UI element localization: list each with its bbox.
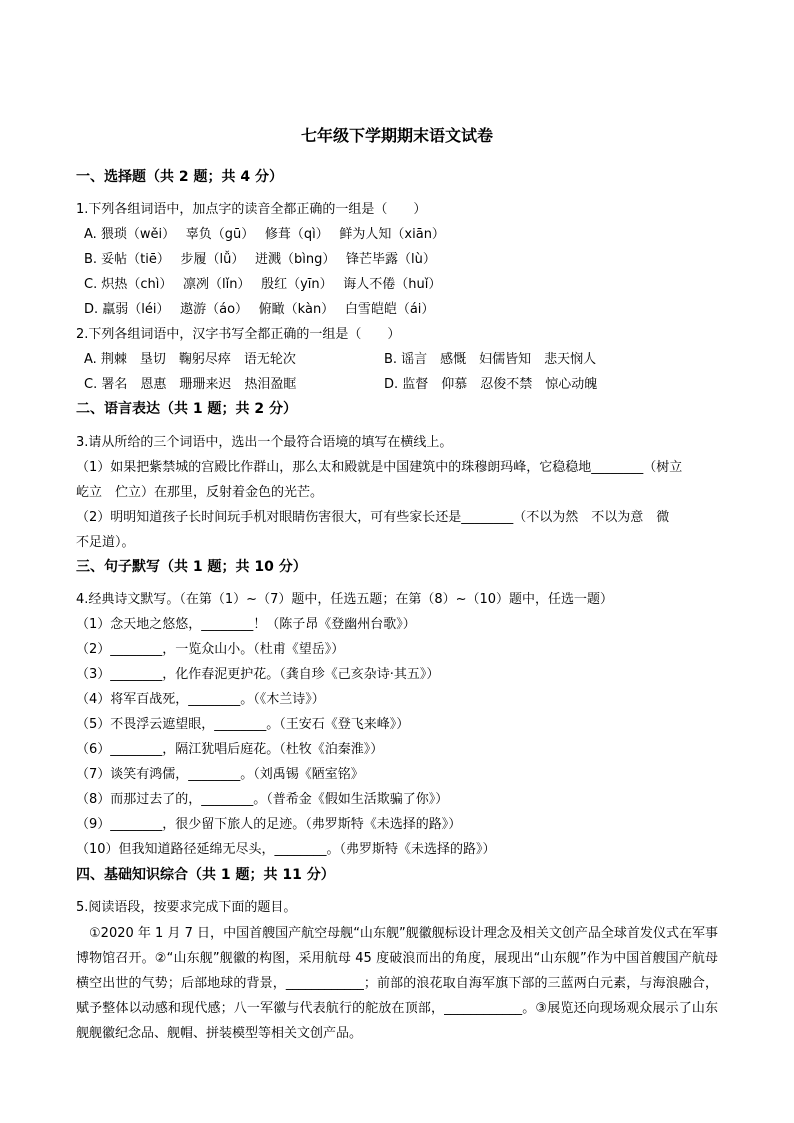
q4-item: （2）________，一览众山小。（杜甫《望岳》）: [76, 642, 345, 657]
q5-passage: ①2020 年 1 月 7 日，中国首艘国产航空母舰“山东舰”舰徽舰标设计理念及相关文创产品全球首发仪式在军事博物馆召开。②“山东舰”舰徽的构图，采用航母 45 度破浪而出的角度，展现出“山东舰”作为中国首艘国产航母横空出世的气势；后部地球的背景，____________；前部的浪花取自海军旗下部的三蓝两白元素，与海浪融合，赋予整体以动感和现代感；八一军徽与代表航行的舵放在顶部，____________。③展览还向现场观众展示了山东舰舰徽纪念品、舰帽、拼装模型等相关文创产品。: [76, 926, 718, 1041]
q4-item: （8）而那过去了的，________。（普希金《假如生活欺骗了你》）: [76, 792, 449, 807]
q4-item: （6）________，隔江犹唱后庭花。（杜牧《泊秦淮》）: [76, 742, 384, 757]
q3-item-1-line-2: 屹立 伫立）在那里，反射着金色的光芒。: [76, 485, 324, 500]
section-heading-choice: 一、选择题（共 2 题；共 4 分）: [76, 169, 283, 185]
question-1-stem: 1.下列各组词语中，加点字的读音全都正确的一组是（ ）: [76, 202, 427, 217]
question-3-stem: 3.请从所给的三个词语中，选出一个最符合语境的填写在横线上。: [76, 435, 453, 450]
q2-option-b: B. 谣言 感慨 妇儒皆知 悲天悯人: [384, 352, 597, 367]
q3-item-2-line-2: 不足道）。: [76, 535, 135, 550]
section-heading-knowledge: 四、基础知识综合（共 1 题；共 11 分）: [76, 867, 335, 883]
q1-option-c: C. 炽热（chì） 凛冽（lǐn） 殷红（yīn） 诲人不倦（huǐ）: [84, 277, 442, 292]
q2-option-d: D. 监督 仰慕 忍俊不禁 惊心动魄: [384, 377, 598, 392]
q3-item-2-line-1: （2）明明知道孩子长时间玩手机对眼睛伤害很大，可有些家长还是________（不以为然 不以为意 微: [76, 510, 670, 525]
q4-item: （5）不畏浮云遮望眼，________。（王安石《登飞来峰》）: [76, 717, 410, 732]
q1-option-b: B. 妥帖（tiē） 步履（lǚ） 迸溅（bìng） 锋芒毕露（lù）: [84, 252, 436, 267]
section-heading-dictation: 三、句子默写（共 1 题；共 10 分）: [76, 559, 307, 575]
q4-item: （3）________，化作春泥更护花。（龚自珍《己亥杂诗·其五》）: [76, 667, 440, 682]
q3-item-1-line-1: （1）如果把紫禁城的宫殿比作群山，那么太和殿就是中国建筑中的珠穆朗玛峰，它稳稳地________（树立: [76, 460, 683, 475]
q4-item: （10）但我知道路径延绵无尽头，________。（弗罗斯特《未选择的路》）: [76, 842, 496, 857]
q4-item: （1）念天地之悠悠，________！（陈子昂《登幽州台歌》）: [76, 617, 416, 632]
question-5-stem: 5.阅读语段，按要求完成下面的题目。: [76, 900, 297, 915]
question-2-stem: 2.下列各组词语中，汉字书写全都正确的一组是（ ）: [76, 327, 401, 342]
q1-option-d: D. 羸弱（léi） 遨游（áo） 俯瞰（kàn） 白雪皑皑（ái）: [84, 302, 435, 317]
page-title: 七年级下学期期末语文试卷: [300, 126, 493, 145]
q4-item: （4）将军百战死，________。（《木兰诗》）: [76, 692, 325, 707]
question-4-stem: 4.经典诗文默写。（在第（1）~（7）题中，任选五题；在第（8）~（10）题中，任选一题）: [76, 592, 614, 607]
section-heading-expression: 二、语言表达（共 1 题；共 2 分）: [76, 401, 297, 417]
q4-item: （9）________，很少留下旅人的足迹。（弗罗斯特《未选择的路》）: [76, 817, 462, 832]
q2-option-a: A. 荆棘 垦切 鞠躬尽瘁 语无轮次: [84, 352, 296, 367]
q1-option-a: A. 猥琐（wěi） 辜负（gū） 修葺（qì） 鲜为人知（xiān）: [84, 227, 445, 242]
q2-option-c: C. 署名 恩惠 珊珊来迟 热泪盈眶: [84, 377, 297, 392]
q4-item: （7）谈笑有鸿儒，________。（刘禹锡《陋室铭》: [76, 767, 364, 782]
